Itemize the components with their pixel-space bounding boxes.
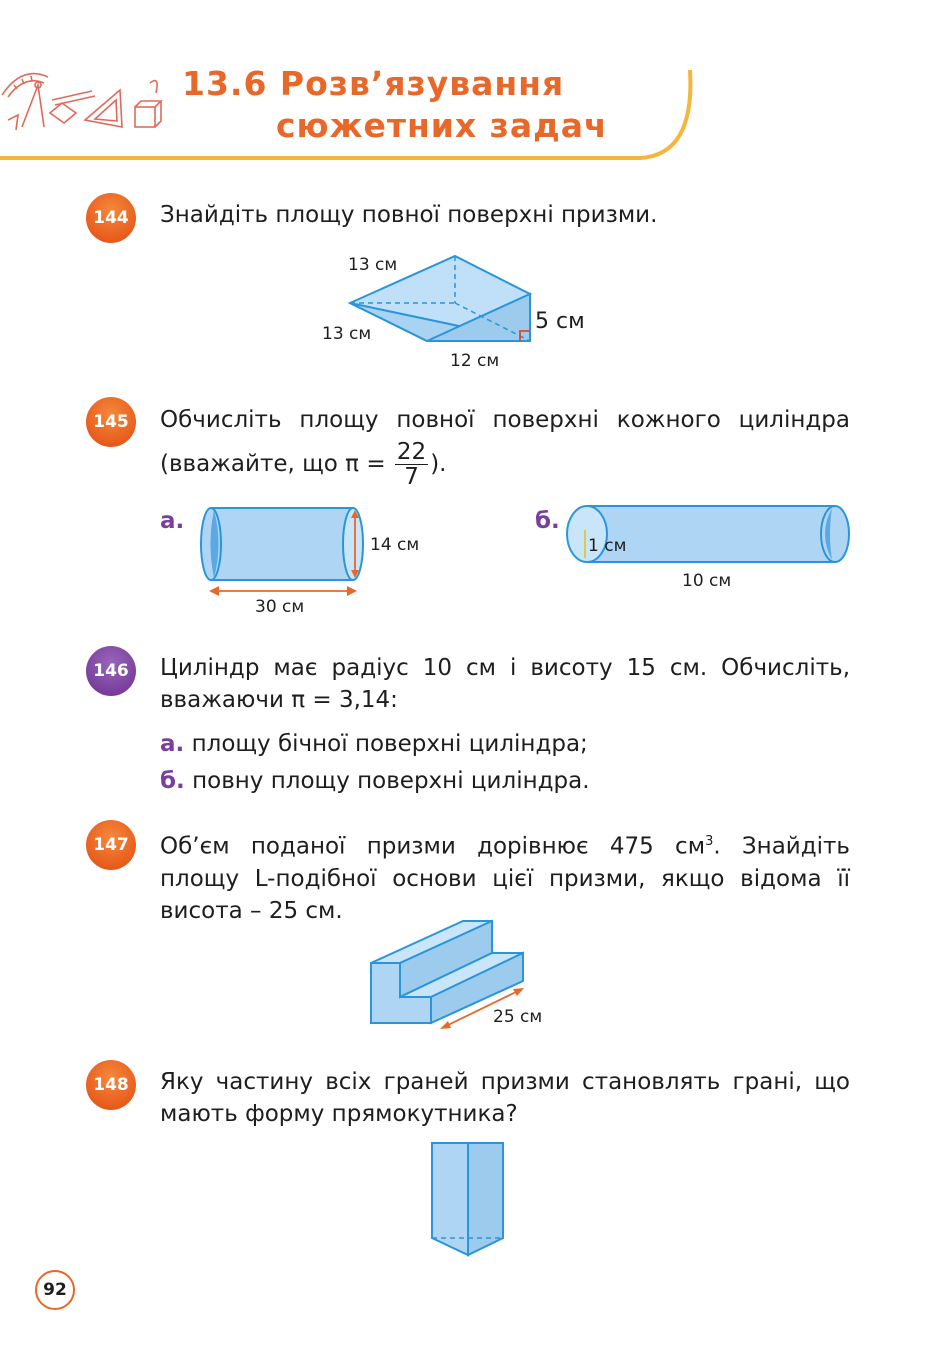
pi-fraction: $\frac{22}{7}$ [396,439,427,490]
subtask-b: б. повну площу поверхні циліндра. [160,768,590,794]
problem-text-line2: вважаючи π = 3,14: [160,687,398,713]
problem-text: Яку частину всіх граней призми становлять грані, що мають форму прямокутника? [160,1069,850,1127]
length-label: 10 см [682,571,732,591]
edge-label-top: 13 см [348,255,398,275]
problem-number-badge: 146 [86,646,136,696]
edge-label-bottom: 12 см [450,351,500,371]
option-label-b: б. [535,508,560,534]
subtask-a: а. площу бічної поверхні циліндра; [160,731,588,757]
problem-number-badge: 144 [86,193,136,243]
length-label: 30 см [255,597,305,617]
option-label-a: а. [160,508,185,534]
radius-label: 1 см [588,536,627,556]
cylinder-a-figure [195,500,435,625]
triangular-prism-upright-figure [425,1135,515,1265]
problem-text-pi: (вважайте, що π = $\frac{22}{7}$ ). [160,439,447,490]
problem-text: Обчисліть площу повної поверхні кожного циліндра [160,407,850,433]
problem-text-line1: Циліндр має радіус 10 см і висоту 15 см. Обчисліть, [160,655,850,681]
diameter-label: 14 см [370,535,420,555]
triangular-prism-figure [315,248,615,378]
problem-number-badge: 145 [86,397,136,447]
cylinder-b-figure [560,500,860,595]
page-number: 92 [35,1270,75,1310]
geometry-tools-icon [2,74,161,130]
problem-text: Знайдіть площу повної поверхні призми. [160,202,658,228]
problem-number-badge: 148 [86,1060,136,1110]
l-shaped-prism-figure [360,915,570,1035]
edge-label-height: 5 см [535,309,585,334]
section-title-line2: сюжетних задач [276,106,608,145]
problem-text: Об’єм поданої призми дорівнює 475 $см^3$. Знайдіть площу L-подібної основи цієї призми, якщо відома її висота – 25 см. [160,833,850,924]
problem-number-badge: 147 [86,820,136,870]
section-title-line1: 13.6 Розв’язування [182,64,565,103]
length-label: 25 см [493,1007,543,1027]
edge-label-left: 13 см [322,324,372,344]
